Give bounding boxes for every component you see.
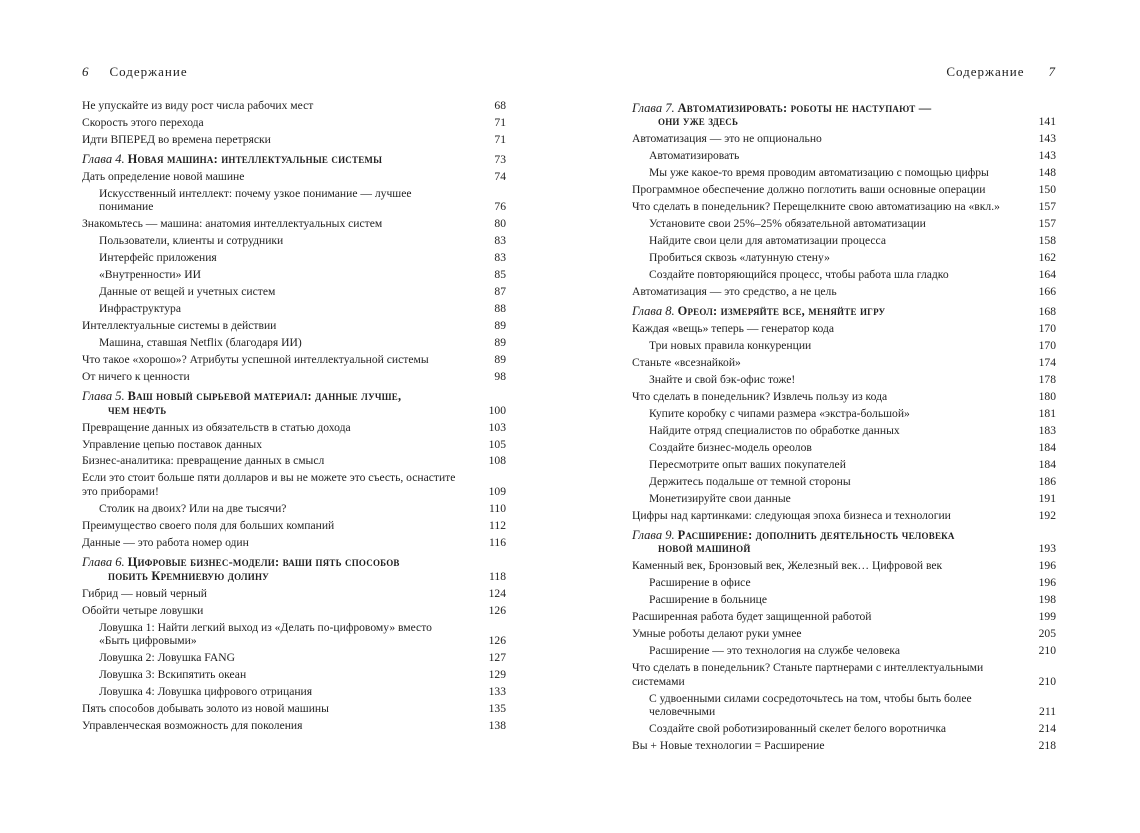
toc-subentry xyxy=(632,148,1056,165)
toc-entry-title: Каменный век, Бронзовый век, Железный век… Цифровой век xyxy=(632,559,943,573)
toc-page-number: 116 xyxy=(489,536,506,550)
chapter-title: Ореол: измеряйте все, меняйте игру xyxy=(677,304,886,319)
toc-subentry xyxy=(632,422,1056,439)
chapter-title: Цифровые бизнес-модели: ваши пять способов xyxy=(127,555,400,569)
toc-page-number: 174 xyxy=(1038,355,1056,369)
toc-entry-title: Ловушка 2: Ловушка FANG xyxy=(99,651,235,665)
toc-subentry xyxy=(632,232,1056,249)
toc-page-number: 68 xyxy=(494,98,506,112)
toc-page-number: 126 xyxy=(488,634,506,648)
toc-chapter-heading xyxy=(632,100,1056,131)
toc-subentry xyxy=(632,721,1056,738)
toc-entry-title: Станьте «всезнайкой» xyxy=(632,355,741,369)
toc-entry xyxy=(632,507,1056,524)
toc-entry-title: Что такое «хорошо»? Атрибуты успешной интеллектуальной системы xyxy=(82,352,429,366)
toc-entry xyxy=(82,368,506,385)
toc-page-number: 124 xyxy=(488,586,506,600)
toc-entry-title: Мы уже какое-то время проводим автоматизацию с помощью цифры xyxy=(649,166,989,180)
toc-entry-title xyxy=(82,153,482,167)
toc-page-number: 110 xyxy=(489,502,506,516)
toc-page-number: 71 xyxy=(494,115,506,129)
toc-page-number: 168 xyxy=(1038,305,1056,319)
toc-subentry xyxy=(632,643,1056,660)
toc-subentry xyxy=(632,165,1056,182)
running-head xyxy=(82,64,188,80)
toc-list xyxy=(82,97,506,734)
toc-page-number: 164 xyxy=(1038,268,1056,282)
toc-entry xyxy=(82,216,506,233)
chapter-title-continued: побить Кремниевую долину xyxy=(108,568,269,583)
toc-subentry xyxy=(632,690,1056,721)
toc-entry xyxy=(82,534,506,551)
toc-chapter-heading xyxy=(82,388,506,419)
toc-entry xyxy=(632,558,1056,575)
toc-entry-title xyxy=(82,390,482,417)
toc-entry-title: Создайте повторяющийся процесс, чтобы работа шла гладко xyxy=(649,268,949,282)
toc-entry-title: «Внутренности» ИИ xyxy=(99,268,202,282)
toc-entry xyxy=(632,283,1056,300)
toc-entry-title: Превращение данных из обязательств в статью дохода xyxy=(82,420,351,434)
toc-entry-title: Данные от вещей и учетных систем xyxy=(99,285,276,299)
toc-page-number: 80 xyxy=(494,217,506,231)
toc-entry xyxy=(82,453,506,470)
toc-page-number: 150 xyxy=(1038,183,1056,197)
toc-entry-title: Не упускайте из виду рост числа рабочих мест xyxy=(82,98,314,112)
toc-entry-title: Вы + Новые технологии = Расширение xyxy=(632,739,825,753)
chapter-label: Глава 5. xyxy=(82,388,125,403)
toc-page-number: 83 xyxy=(494,234,506,248)
toc-entry xyxy=(632,388,1056,405)
toc-page-number: 118 xyxy=(489,569,506,583)
toc-entry-title: Пробиться сквозь «латунную стену» xyxy=(649,251,830,265)
toc-entry-title: Монетизируйте свои данные xyxy=(649,491,791,505)
toc-list xyxy=(632,97,1056,755)
toc-entry-title: Автоматизация — это не опционально xyxy=(632,132,822,146)
toc-page-number: 143 xyxy=(1038,149,1056,163)
toc-entry-title: Держитесь подальше от темной стороны xyxy=(649,474,851,488)
toc-entry xyxy=(632,199,1056,216)
toc-page-number: 211 xyxy=(1039,705,1056,719)
toc-page-number: 183 xyxy=(1038,423,1056,437)
toc-page-number: 191 xyxy=(1038,491,1056,505)
toc-entry-title: Расширение в офисе xyxy=(649,576,751,590)
toc-page-number: 83 xyxy=(494,251,506,265)
toc-subentry xyxy=(82,266,506,283)
toc-entry-title: Пересмотрите опыт ваших покупателей xyxy=(649,457,846,471)
toc-entry-title: Машина, ставшая Netflix (благодаря ИИ) xyxy=(99,335,302,349)
toc-entry xyxy=(82,168,506,185)
toc-page-number: 214 xyxy=(1038,722,1056,736)
toc-page-number: 74 xyxy=(494,169,506,183)
toc-subentry xyxy=(632,249,1056,266)
toc-entry-title: Программное обеспечение должно поглотить ваши основные операции xyxy=(632,183,986,197)
toc-subentry xyxy=(82,619,506,650)
toc-entry-title: Автоматизация — это средство, а не цель xyxy=(632,285,837,299)
toc-entry-title: Ловушка 1: Найти легкий выход из «Делать по-цифровому» вместо «Быть цифровыми» xyxy=(99,620,432,648)
toc-entry-title: Преимущество своего поля для больших компаний xyxy=(82,519,335,533)
toc-entry-title: Купите коробку с чипами размера «экстра-большой» xyxy=(649,406,910,420)
toc-entry-title: Столик на двоих? Или на две тысячи? xyxy=(99,502,287,516)
toc-entry-title: Установите свои 25%–25% обязательной автоматизации xyxy=(649,217,926,231)
toc-page-number: 148 xyxy=(1038,166,1056,180)
toc-page-number: 87 xyxy=(494,285,506,299)
toc-entry-title: Знайте и свой бэк-офис тоже! xyxy=(649,372,796,386)
toc-subentry xyxy=(632,371,1056,388)
toc-page-number: 218 xyxy=(1038,739,1056,753)
toc-page-number: 193 xyxy=(1038,542,1056,556)
toc-page-number: 143 xyxy=(1038,132,1056,146)
toc-page-number: 133 xyxy=(488,685,506,699)
toc-page-number: 186 xyxy=(1038,474,1056,488)
chapter-title: Ваш новый сырьевой материал: данные лучше, xyxy=(127,388,402,403)
toc-page-number: 162 xyxy=(1038,251,1056,265)
toc-page-number: 112 xyxy=(489,519,506,533)
toc-chapter-heading xyxy=(632,303,1056,320)
toc-entry-title: Пользователи, клиенты и сотрудники xyxy=(99,234,284,248)
chapter-label: Глава 4. xyxy=(82,151,125,166)
toc-entry-title: Дать определение новой машине xyxy=(82,169,245,183)
toc-subentry xyxy=(82,249,506,266)
toc-entry-title: Создайте бизнес-модель ореолов xyxy=(649,440,812,454)
toc-entry-title: Три новых правила конкуренции xyxy=(649,338,812,352)
toc-page-number: 157 xyxy=(1038,217,1056,231)
toc-subentry xyxy=(82,500,506,517)
toc-entry-title xyxy=(632,102,1032,129)
toc-subentry xyxy=(632,216,1056,233)
chapter-label: Глава 6. xyxy=(82,555,125,569)
toc-page-number: 192 xyxy=(1038,508,1056,522)
toc-page-number: 126 xyxy=(488,603,506,617)
toc-entry-title xyxy=(632,529,1032,556)
toc-subentry xyxy=(632,473,1056,490)
toc-subentry xyxy=(632,266,1056,283)
toc-entry xyxy=(632,660,1056,691)
page-number: 7 xyxy=(1048,64,1056,79)
toc-page-number: 180 xyxy=(1038,389,1056,403)
chapter-title: Новая машина: интеллектуальные системы xyxy=(127,151,383,166)
toc-page-number: 166 xyxy=(1038,285,1056,299)
toc-entry-title: С удвоенными силами сосредоточьтесь на том, чтобы быть более человечными xyxy=(649,691,972,719)
toc-page-number: 178 xyxy=(1038,372,1056,386)
toc-entry xyxy=(82,470,506,501)
toc-entry xyxy=(82,97,506,114)
toc-page-number: 76 xyxy=(494,200,506,214)
toc-entry-title: Расширение — это технология на службе человека xyxy=(649,644,901,658)
toc-entry-title: Управление цепью поставок данных xyxy=(82,437,262,451)
chapter-label: Глава 9. xyxy=(632,527,675,542)
toc-page-number: 85 xyxy=(494,268,506,282)
toc-page-number: 181 xyxy=(1038,406,1056,420)
toc-entry-title: Инфраструктура xyxy=(99,302,181,316)
toc-subentry xyxy=(632,592,1056,609)
toc-page-number: 98 xyxy=(494,369,506,383)
toc-entry-title: От ничего к ценности xyxy=(82,369,190,383)
toc-page-number: 89 xyxy=(494,352,506,366)
page-number: 6 xyxy=(82,64,90,79)
toc-chapter-heading xyxy=(82,151,506,168)
toc-subentry xyxy=(632,405,1056,422)
toc-entry xyxy=(82,317,506,334)
toc-entry-title: Ловушка 4: Ловушка цифрового отрицания xyxy=(99,685,313,699)
toc-entry xyxy=(632,738,1056,755)
toc-page-number: 196 xyxy=(1038,559,1056,573)
toc-entry-title: Что сделать в понедельник? Станьте партнерами с интеллектуальными системами xyxy=(632,661,984,688)
toc-entry xyxy=(82,351,506,368)
toc-entry xyxy=(632,131,1056,148)
toc-entry-title xyxy=(632,305,1032,319)
chapter-label: Глава 7. xyxy=(632,100,675,115)
toc-page-number: 141 xyxy=(1038,115,1056,129)
toc-page-number: 100 xyxy=(488,403,506,417)
toc-subentry xyxy=(82,684,506,701)
toc-entry-title: Найдите отряд специалистов по обработке данных xyxy=(649,423,900,437)
toc-entry-title: Каждая «вещь» теперь — генератор кода xyxy=(632,322,835,335)
toc-entry xyxy=(632,626,1056,643)
toc-page-number: 89 xyxy=(494,319,506,332)
toc-page-number: 199 xyxy=(1038,610,1056,624)
toc-subentry xyxy=(632,337,1056,354)
toc-page-number: 198 xyxy=(1038,593,1056,607)
toc-entry-title: Цифры над картинками: следующая эпоха бизнеса и технологии xyxy=(632,508,951,522)
toc-subentry xyxy=(82,300,506,317)
toc-page-number: 170 xyxy=(1038,322,1056,335)
toc-subentry xyxy=(82,283,506,300)
toc-entry-title: Данные — это работа номер один xyxy=(82,536,249,550)
toc-subentry xyxy=(82,667,506,684)
toc-entry xyxy=(82,436,506,453)
toc-entry xyxy=(82,419,506,436)
running-head xyxy=(946,64,1056,80)
toc-subentry xyxy=(632,490,1056,507)
toc-entry xyxy=(82,717,506,734)
toc-page-number: 73 xyxy=(494,152,506,166)
toc-subentry xyxy=(632,439,1056,456)
toc-entry-title: Управленческая возможность для поколения xyxy=(82,719,303,733)
toc-entry-title: Найдите свои цели для автоматизации процесса xyxy=(649,234,886,248)
toc-page-number: 109 xyxy=(488,485,506,499)
toc-page-number: 135 xyxy=(488,702,506,716)
toc-chapter-heading xyxy=(82,554,506,585)
toc-entry-title: Если это стоит больше пяти долларов и вы не можете это съесть, оснастите это приборами! xyxy=(82,471,456,499)
chapter-title: Автоматизировать: роботы не наступают — xyxy=(677,100,932,115)
toc-chapter-heading xyxy=(632,527,1056,558)
toc-entry-title: Знакомьтесь — машина: анатомия интеллектуальных систем xyxy=(82,217,383,231)
toc-page-number: 103 xyxy=(488,420,506,434)
chapter-title-continued: новой машиной xyxy=(658,541,751,556)
toc-page-number: 210 xyxy=(1038,674,1056,688)
running-head-title: Содержание xyxy=(109,64,188,79)
toc-page-number: 108 xyxy=(488,454,506,468)
toc-entry-title xyxy=(82,556,482,583)
toc-page-number: 196 xyxy=(1038,576,1056,590)
toc-entry-title: Что сделать в понедельник? Перещелкните свою автоматизацию на «вкл.» xyxy=(632,200,1000,214)
toc-page-number: 129 xyxy=(488,668,506,682)
toc-entry-title: Ловушка 3: Вскипятить океан xyxy=(99,668,247,682)
toc-entry xyxy=(82,700,506,717)
toc-page-number: 89 xyxy=(494,335,506,349)
toc-entry xyxy=(632,354,1056,371)
toc-entry-title: Интеллектуальные системы в действии xyxy=(82,319,277,332)
toc-page-number: 210 xyxy=(1038,644,1056,658)
toc-entry-title: Умные роботы делают руки умнее xyxy=(632,627,802,641)
toc-subentry xyxy=(82,650,506,667)
toc-page-number: 158 xyxy=(1038,234,1056,248)
toc-page-number: 205 xyxy=(1038,627,1056,641)
toc-entry-title: Искусственный интеллект: почему узкое понимание — лучшее понимание xyxy=(99,186,412,214)
toc-page-number: 127 xyxy=(488,651,506,665)
toc-entry xyxy=(632,609,1056,626)
toc-subentry xyxy=(82,185,506,216)
chapter-title-continued: чем нефть xyxy=(108,402,167,417)
toc-entry-title: Автоматизировать xyxy=(649,149,740,163)
toc-entry xyxy=(82,585,506,602)
toc-entry-title: Расширенная работа будет защищенной работой xyxy=(632,610,872,624)
toc-subentry xyxy=(632,456,1056,473)
toc-entry-title: Скорость этого перехода xyxy=(82,115,204,129)
toc-entry-title: Что сделать в понедельник? Извлечь пользу из кода xyxy=(632,389,888,403)
toc-entry xyxy=(82,131,506,148)
toc-page-number: 170 xyxy=(1038,338,1056,352)
toc-entry-title: Гибрид — новый черный xyxy=(82,586,207,600)
toc-entry-title: Пять способов добывать золото из новой машины xyxy=(82,702,329,716)
toc-page-number: 71 xyxy=(494,132,506,146)
toc-entry-title: Расширение в больнице xyxy=(649,593,768,607)
toc-page-number: 184 xyxy=(1038,457,1056,471)
toc-subentry xyxy=(82,232,506,249)
toc-entry xyxy=(82,602,506,619)
toc-page-number: 138 xyxy=(488,719,506,733)
toc-page-number: 184 xyxy=(1038,440,1056,454)
toc-page-number: 105 xyxy=(488,437,506,451)
toc-page-number: 88 xyxy=(494,302,506,316)
toc-entry-title: Бизнес-аналитика: превращение данных в смысл xyxy=(82,454,325,468)
running-head-title: Содержание xyxy=(946,64,1025,79)
chapter-title-continued: они уже здесь xyxy=(658,114,739,129)
toc-subentry xyxy=(632,575,1056,592)
toc-entry-title: Интерфейс приложения xyxy=(99,251,217,265)
toc-entry xyxy=(82,114,506,131)
toc-entry-title: Идти ВПЕРЕД во времена перетряски xyxy=(82,132,271,146)
chapter-label: Глава 8. xyxy=(632,304,675,319)
toc-entry xyxy=(632,320,1056,337)
toc-entry xyxy=(82,517,506,534)
toc-entry xyxy=(632,182,1056,199)
toc-page-number: 157 xyxy=(1038,200,1056,214)
toc-entry-title: Обойти четыре ловушки xyxy=(82,603,204,617)
chapter-title: Расширение: дополнить деятельность человека xyxy=(677,527,955,542)
toc-subentry xyxy=(82,334,506,351)
toc-entry-title: Создайте свой роботизированный скелет белого воротничка xyxy=(649,722,946,736)
